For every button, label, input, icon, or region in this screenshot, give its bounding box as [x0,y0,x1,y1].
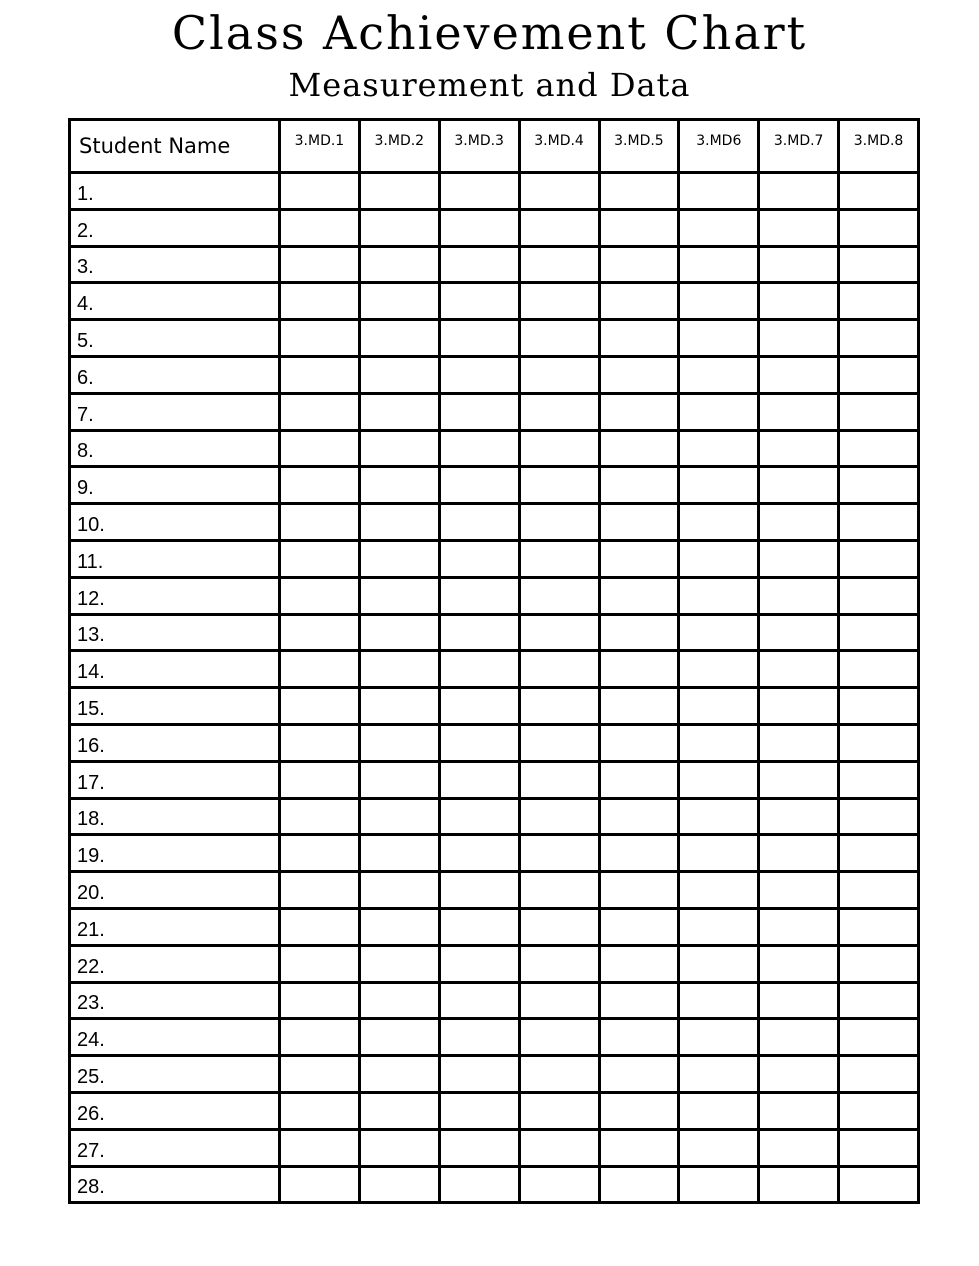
score-cell[interactable] [519,246,599,283]
score-cell[interactable] [599,982,679,1019]
score-cell[interactable] [439,209,519,246]
score-cell[interactable] [839,872,919,909]
score-cell[interactable] [679,430,759,467]
score-cell[interactable] [759,283,839,320]
student-name-cell[interactable]: 22. [70,945,280,982]
score-cell[interactable] [839,467,919,504]
table-row [70,1166,919,1203]
score-cell[interactable] [599,614,679,651]
score-cell[interactable] [439,908,519,945]
score-cell[interactable] [359,320,439,357]
score-cell[interactable] [280,1019,360,1056]
page-subtitle: Measurement and Data [288,66,691,104]
score-cell[interactable] [359,577,439,614]
score-cell[interactable] [759,872,839,909]
table-row [70,540,919,577]
score-cell[interactable] [359,430,439,467]
score-cell[interactable] [439,982,519,1019]
score-cell[interactable] [359,283,439,320]
score-cell[interactable] [599,209,679,246]
table-row [70,798,919,835]
student-name-cell[interactable]: 21. [70,908,280,945]
score-cell[interactable] [679,945,759,982]
score-cell[interactable] [280,614,360,651]
table-row [70,320,919,357]
score-cell[interactable] [280,393,360,430]
score-cell[interactable] [599,540,679,577]
score-cell[interactable] [519,540,599,577]
score-cell[interactable] [599,1056,679,1093]
student-name-cell[interactable]: 16. [70,724,280,761]
student-name-cell[interactable]: 11. [70,540,280,577]
header-row [70,120,919,173]
score-cell[interactable] [759,908,839,945]
table-row [70,1129,919,1166]
score-cell[interactable] [439,724,519,761]
score-cell[interactable] [280,688,360,725]
score-cell[interactable] [359,724,439,761]
score-cell[interactable] [839,577,919,614]
score-cell[interactable] [439,320,519,357]
score-cell[interactable] [280,540,360,577]
table-row [70,1056,919,1093]
score-cell[interactable] [599,430,679,467]
score-cell[interactable] [519,173,599,210]
score-cell[interactable] [359,504,439,541]
score-cell[interactable] [679,835,759,872]
score-cell[interactable] [519,356,599,393]
student-name-cell[interactable]: 20. [70,872,280,909]
score-cell[interactable] [439,283,519,320]
score-cell[interactable] [359,246,439,283]
score-cell[interactable] [280,724,360,761]
score-cell[interactable] [280,651,360,688]
table-row [70,1092,919,1129]
score-cell[interactable] [679,209,759,246]
score-cell[interactable] [759,246,839,283]
table-row [70,872,919,909]
score-cell[interactable] [759,724,839,761]
score-cell[interactable] [439,614,519,651]
score-cell[interactable] [599,504,679,541]
score-cell[interactable] [439,1092,519,1129]
student-name-cell[interactable]: 2. [70,209,280,246]
score-cell[interactable] [679,504,759,541]
table-row [70,982,919,1019]
score-cell[interactable] [839,945,919,982]
score-cell[interactable] [759,504,839,541]
score-cell[interactable] [839,430,919,467]
student-name-cell[interactable]: 18. [70,798,280,835]
score-cell[interactable] [280,982,360,1019]
score-cell[interactable] [519,1019,599,1056]
score-cell[interactable] [599,1019,679,1056]
score-cell[interactable] [280,173,360,210]
score-cell[interactable] [599,761,679,798]
score-cell[interactable] [839,356,919,393]
score-cell[interactable] [679,614,759,651]
score-cell[interactable] [359,761,439,798]
score-cell[interactable] [519,504,599,541]
score-cell[interactable] [519,761,599,798]
score-cell[interactable] [759,1092,839,1129]
score-cell[interactable] [679,724,759,761]
score-cell[interactable] [439,430,519,467]
score-cell[interactable] [519,872,599,909]
score-cell[interactable] [439,688,519,725]
score-cell[interactable] [759,356,839,393]
score-cell[interactable] [359,798,439,835]
score-cell[interactable] [839,614,919,651]
score-cell[interactable] [280,1056,360,1093]
score-cell[interactable] [280,945,360,982]
score-cell[interactable] [280,246,360,283]
score-cell[interactable] [759,1129,839,1166]
score-cell[interactable] [599,1092,679,1129]
score-cell[interactable] [359,688,439,725]
standard-header: 3.MD6 [679,120,759,173]
student-name-cell[interactable]: 26. [70,1092,280,1129]
score-cell[interactable] [519,945,599,982]
score-cell[interactable] [839,1092,919,1129]
score-cell[interactable] [280,356,360,393]
score-cell[interactable] [519,1166,599,1203]
table-row [70,173,919,210]
score-cell[interactable] [679,761,759,798]
score-cell[interactable] [359,173,439,210]
student-name-cell[interactable]: 19. [70,835,280,872]
student-name-cell[interactable]: 28. [70,1166,280,1203]
score-cell[interactable] [679,1092,759,1129]
score-cell[interactable] [839,1129,919,1166]
standard-header: 3.MD.4 [519,120,599,173]
score-cell[interactable] [759,835,839,872]
table-row [70,688,919,725]
score-cell[interactable] [759,761,839,798]
table-row [70,724,919,761]
score-cell[interactable] [359,393,439,430]
score-cell[interactable] [439,577,519,614]
table-row [70,908,919,945]
score-cell[interactable] [679,1166,759,1203]
score-cell[interactable] [839,761,919,798]
student-name-header: Student Name [70,120,280,173]
student-name-cell[interactable]: 12. [70,577,280,614]
score-cell[interactable] [679,393,759,430]
score-cell[interactable] [519,908,599,945]
score-cell[interactable] [280,835,360,872]
score-cell[interactable] [679,246,759,283]
achievement-table [68,118,920,1204]
score-cell[interactable] [759,1019,839,1056]
standard-header: 3.MD.3 [439,120,519,173]
score-cell[interactable] [679,320,759,357]
table-row [70,504,919,541]
score-cell[interactable] [280,467,360,504]
table-row [70,356,919,393]
score-cell[interactable] [759,798,839,835]
score-cell[interactable] [439,246,519,283]
student-name-cell[interactable]: 17. [70,761,280,798]
score-cell[interactable] [359,209,439,246]
score-cell[interactable] [599,688,679,725]
score-cell[interactable] [759,651,839,688]
score-cell[interactable] [759,209,839,246]
standard-header: 3.MD.8 [839,120,919,173]
score-cell[interactable] [439,504,519,541]
table-row [70,577,919,614]
score-cell[interactable] [359,872,439,909]
score-cell[interactable] [519,283,599,320]
score-cell[interactable] [519,798,599,835]
score-cell[interactable] [280,504,360,541]
score-cell[interactable] [679,540,759,577]
score-cell[interactable] [280,1166,360,1203]
score-cell[interactable] [679,798,759,835]
student-name-cell[interactable]: 3. [70,246,280,283]
score-cell[interactable] [359,1019,439,1056]
score-cell[interactable] [679,872,759,909]
student-name-cell[interactable]: 14. [70,651,280,688]
score-cell[interactable] [519,577,599,614]
score-cell[interactable] [839,1166,919,1203]
score-cell[interactable] [759,982,839,1019]
score-cell[interactable] [359,1092,439,1129]
score-cell[interactable] [280,908,360,945]
score-cell[interactable] [839,908,919,945]
score-cell[interactable] [359,982,439,1019]
student-name-cell[interactable]: 4. [70,283,280,320]
score-cell[interactable] [280,283,360,320]
standard-header: 3.MD.1 [280,120,360,173]
score-cell[interactable] [439,1056,519,1093]
score-cell[interactable] [519,688,599,725]
score-cell[interactable] [839,246,919,283]
student-name-cell[interactable]: 25. [70,1056,280,1093]
table-row [70,761,919,798]
score-cell[interactable] [439,540,519,577]
score-cell[interactable] [599,467,679,504]
student-name-cell[interactable]: 9. [70,467,280,504]
score-cell[interactable] [839,283,919,320]
score-cell[interactable] [439,356,519,393]
score-cell[interactable] [759,467,839,504]
score-cell[interactable] [519,614,599,651]
score-cell[interactable] [280,430,360,467]
score-cell[interactable] [839,1019,919,1056]
student-name-cell[interactable]: 13. [70,614,280,651]
score-cell[interactable] [519,835,599,872]
student-name-cell[interactable]: 8. [70,430,280,467]
score-cell[interactable] [679,577,759,614]
score-cell[interactable] [679,982,759,1019]
score-cell[interactable] [280,761,360,798]
standard-header: 3.MD.2 [359,120,439,173]
score-cell[interactable] [679,173,759,210]
score-cell[interactable] [759,1056,839,1093]
student-name-cell[interactable]: 24. [70,1019,280,1056]
score-cell[interactable] [519,724,599,761]
score-cell[interactable] [679,1129,759,1166]
score-cell[interactable] [679,1019,759,1056]
score-cell[interactable] [439,467,519,504]
student-name-cell[interactable]: 10. [70,504,280,541]
score-cell[interactable] [759,688,839,725]
score-cell[interactable] [759,430,839,467]
score-cell[interactable] [839,393,919,430]
score-cell[interactable] [439,1166,519,1203]
score-cell[interactable] [359,467,439,504]
score-cell[interactable] [839,724,919,761]
table-row [70,835,919,872]
student-name-cell[interactable]: 1. [70,173,280,210]
score-cell[interactable] [679,908,759,945]
score-cell[interactable] [839,982,919,1019]
table-row [70,246,919,283]
score-cell[interactable] [280,1092,360,1129]
standard-header: 3.MD.7 [759,120,839,173]
score-cell[interactable] [280,577,360,614]
score-cell[interactable] [599,1166,679,1203]
score-cell[interactable] [359,1056,439,1093]
score-cell[interactable] [679,283,759,320]
score-cell[interactable] [519,393,599,430]
student-name-cell[interactable]: 6. [70,356,280,393]
score-cell[interactable] [519,982,599,1019]
table-row [70,1019,919,1056]
score-cell[interactable] [759,577,839,614]
score-cell[interactable] [519,430,599,467]
score-cell[interactable] [439,1019,519,1056]
page-title: Class Achievement Chart [171,6,808,60]
score-cell[interactable] [839,835,919,872]
score-cell[interactable] [599,283,679,320]
score-cell[interactable] [519,320,599,357]
score-cell[interactable] [839,540,919,577]
score-cell[interactable] [759,393,839,430]
score-cell[interactable] [759,540,839,577]
score-cell[interactable] [599,724,679,761]
score-cell[interactable] [599,246,679,283]
score-cell[interactable] [439,798,519,835]
table-row [70,467,919,504]
score-cell[interactable] [759,945,839,982]
student-name-cell[interactable]: 5. [70,320,280,357]
student-name-cell[interactable]: 27. [70,1129,280,1166]
score-cell[interactable] [519,1129,599,1166]
table-body [70,173,919,1203]
score-cell[interactable] [359,540,439,577]
score-cell[interactable] [439,872,519,909]
score-cell[interactable] [439,393,519,430]
table-row [70,430,919,467]
score-cell[interactable] [519,467,599,504]
score-cell[interactable] [359,908,439,945]
table-row [70,651,919,688]
score-cell[interactable] [759,614,839,651]
score-cell[interactable] [280,1129,360,1166]
score-cell[interactable] [599,798,679,835]
score-cell[interactable] [280,798,360,835]
score-cell[interactable] [519,651,599,688]
score-cell[interactable] [439,173,519,210]
score-cell[interactable] [280,209,360,246]
score-cell[interactable] [519,1092,599,1129]
score-cell[interactable] [599,1129,679,1166]
student-name-cell[interactable]: 15. [70,688,280,725]
score-cell[interactable] [359,614,439,651]
score-cell[interactable] [839,798,919,835]
score-cell[interactable] [280,872,360,909]
score-cell[interactable] [439,835,519,872]
score-cell[interactable] [439,651,519,688]
score-cell[interactable] [599,945,679,982]
score-cell[interactable] [439,761,519,798]
score-cell[interactable] [759,173,839,210]
score-cell[interactable] [679,467,759,504]
table-row [70,945,919,982]
score-cell[interactable] [599,393,679,430]
score-cell[interactable] [599,908,679,945]
score-cell[interactable] [839,1056,919,1093]
score-cell[interactable] [599,173,679,210]
score-cell[interactable] [679,356,759,393]
score-cell[interactable] [599,577,679,614]
score-cell[interactable] [839,504,919,541]
score-cell[interactable] [439,1129,519,1166]
student-name-cell[interactable]: 7. [70,393,280,430]
score-cell[interactable] [359,945,439,982]
score-cell[interactable] [679,651,759,688]
score-cell[interactable] [359,1166,439,1203]
score-cell[interactable] [359,356,439,393]
score-cell[interactable] [519,209,599,246]
score-cell[interactable] [359,651,439,688]
table-row [70,614,919,651]
score-cell[interactable] [599,651,679,688]
score-cell[interactable] [839,173,919,210]
score-cell[interactable] [280,320,360,357]
score-cell[interactable] [759,1166,839,1203]
score-cell[interactable] [599,835,679,872]
score-cell[interactable] [839,320,919,357]
score-cell[interactable] [439,945,519,982]
score-cell[interactable] [599,872,679,909]
table-row [70,283,919,320]
score-cell[interactable] [519,1056,599,1093]
table-row [70,393,919,430]
score-cell[interactable] [359,835,439,872]
score-cell[interactable] [839,688,919,725]
score-cell[interactable] [839,209,919,246]
score-cell[interactable] [599,356,679,393]
student-name-cell[interactable]: 23. [70,982,280,1019]
standard-header: 3.MD.5 [599,120,679,173]
score-cell[interactable] [359,1129,439,1166]
score-cell[interactable] [599,320,679,357]
score-cell[interactable] [759,320,839,357]
score-cell[interactable] [839,651,919,688]
score-cell[interactable] [679,1056,759,1093]
score-cell[interactable] [679,688,759,725]
table-row [70,209,919,246]
